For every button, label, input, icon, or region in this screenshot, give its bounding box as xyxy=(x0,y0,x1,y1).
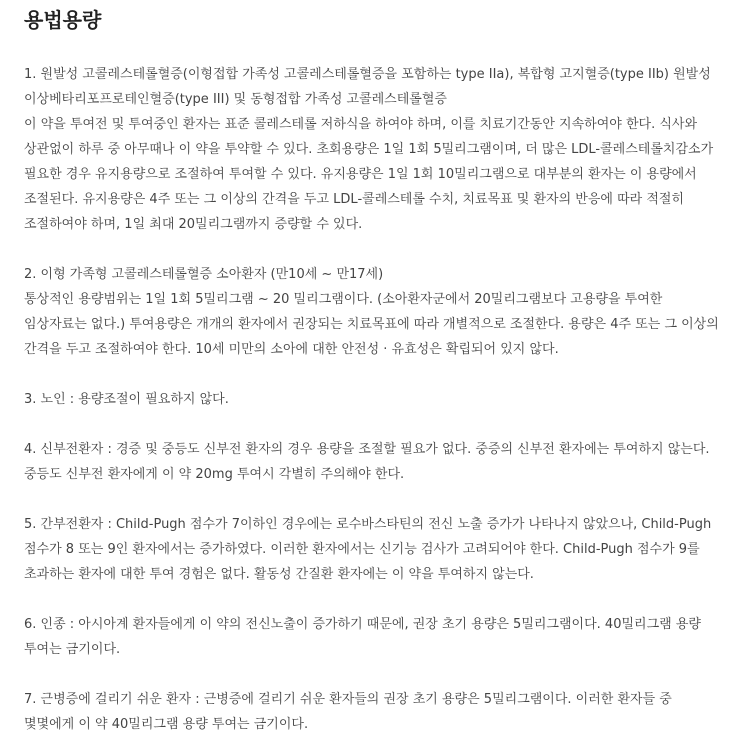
section-1-title: 1. 원발성 고콜레스테롤혈증(이형접합 가족성 고콜레스테롤혈증을 포함하는 type IIa), 복합형 고지혈증(type IIb) 원발성 이상베타리포프로테인혈증(type III) 및 동형접합 가족성 고콜레스테롤혈증 xyxy=(24,67,711,107)
dosage-content xyxy=(24,62,725,737)
section-4-text: 4. 신부전환자 : 경증 및 중등도 신부전 환자의 경우 용량을 조절할 필요가 없다. 중증의 신부전 환자에는 투여하지 않는다. 중등도 신부전 환자에게 이 약 20mg 투여시 각별히 주의해야 한다. xyxy=(24,442,710,482)
dosage-section-1 xyxy=(24,62,725,237)
dosage-section-3 xyxy=(24,387,725,412)
section-2-body: 통상적인 용량범위는 1일 1회 5밀리그램 ~ 20 밀리그램이다. (소아환자군에서 20밀리그램보다 고용량을 투여한 임상자료는 없다.) 투여용량은 개개의 환자에서 권장되는 치료목표에 따라 개별적으로 조절한다. 용량은 4주 또는 그 이상의 간격을 두고 조절하여야 한다. 10세 미만의 소아에 대한 안전성 · 유효성은 확립되어 있지 않다. xyxy=(24,292,719,357)
section-5-text: 5. 간부전환자 : Child-Pugh 점수가 7이하인 경우에는 로수바스타틴의 전신 노출 증가가 나타나지 않았으나, Child-Pugh 점수가 8 또는 9인 환자에서는 증가하였다. 이러한 환자에서는 신기능 검사가 고려되어야 한다. Child-Pugh 점수가 9를 초과하는 환자에 대한 투여 경험은 없다. 활동성 간질환 환자에는 이 약을 투여하지 않는다. xyxy=(24,517,712,582)
section-heading: 용법용량 xyxy=(24,8,102,32)
section-1-body: 이 약을 투여전 및 투여중인 환자는 표준 콜레스테롤 저하식을 하여야 하며, 이를 치료기간동안 지속하여야 한다. 식사와 상관없이 하루 중 아무때나 이 약을 투약할 수 있다. 초회용량은 1일 1회 5밀리그램이며, 더 많은 LDL-콜레스테롤치감소가 필요한 경우 유지용량으로 조절하여 투여할 수 있다. 유지용량은 1일 1회 10밀리그램으로 대부분의 환자는 이 용량에서 조절된다. 유지용량은 4주 또는 그 이상의 간격을 두고 LDL-콜레스테롤 수치, 치료목표 및 환자의 반응에 따라 적절히 조절하여야 하며, 1일 최대 20밀리그램까지 증량할 수 있다. xyxy=(24,117,714,232)
dosage-section-4 xyxy=(24,437,725,487)
dosage-section-6 xyxy=(24,612,725,662)
dosage-section-7 xyxy=(24,687,725,737)
section-7-text: 7. 근병증에 걸리기 쉬운 환자 : 근병증에 걸리기 쉬운 환자들의 권장 초기 용량은 5밀리그램이다. 이러한 환자들 중 몇몇에게 이 약 40밀리그램 용량 투여는 금기이다. xyxy=(24,692,672,732)
dosage-section-2 xyxy=(24,262,725,362)
dosage-section-5 xyxy=(24,512,725,587)
section-3-text: 3. 노인 : 용량조절이 필요하지 않다. xyxy=(24,392,229,407)
section-6-text: 6. 인종 : 아시아계 환자들에게 이 약의 전신노출이 증가하기 때문에, 권장 초기 용량은 5밀리그램이다. 40밀리그램 용량 투여는 금기이다. xyxy=(24,617,701,657)
section-2-title: 2. 이형 가족형 고콜레스테롤혈증 소아환자 (만10세 ~ 만17세) xyxy=(24,267,384,282)
